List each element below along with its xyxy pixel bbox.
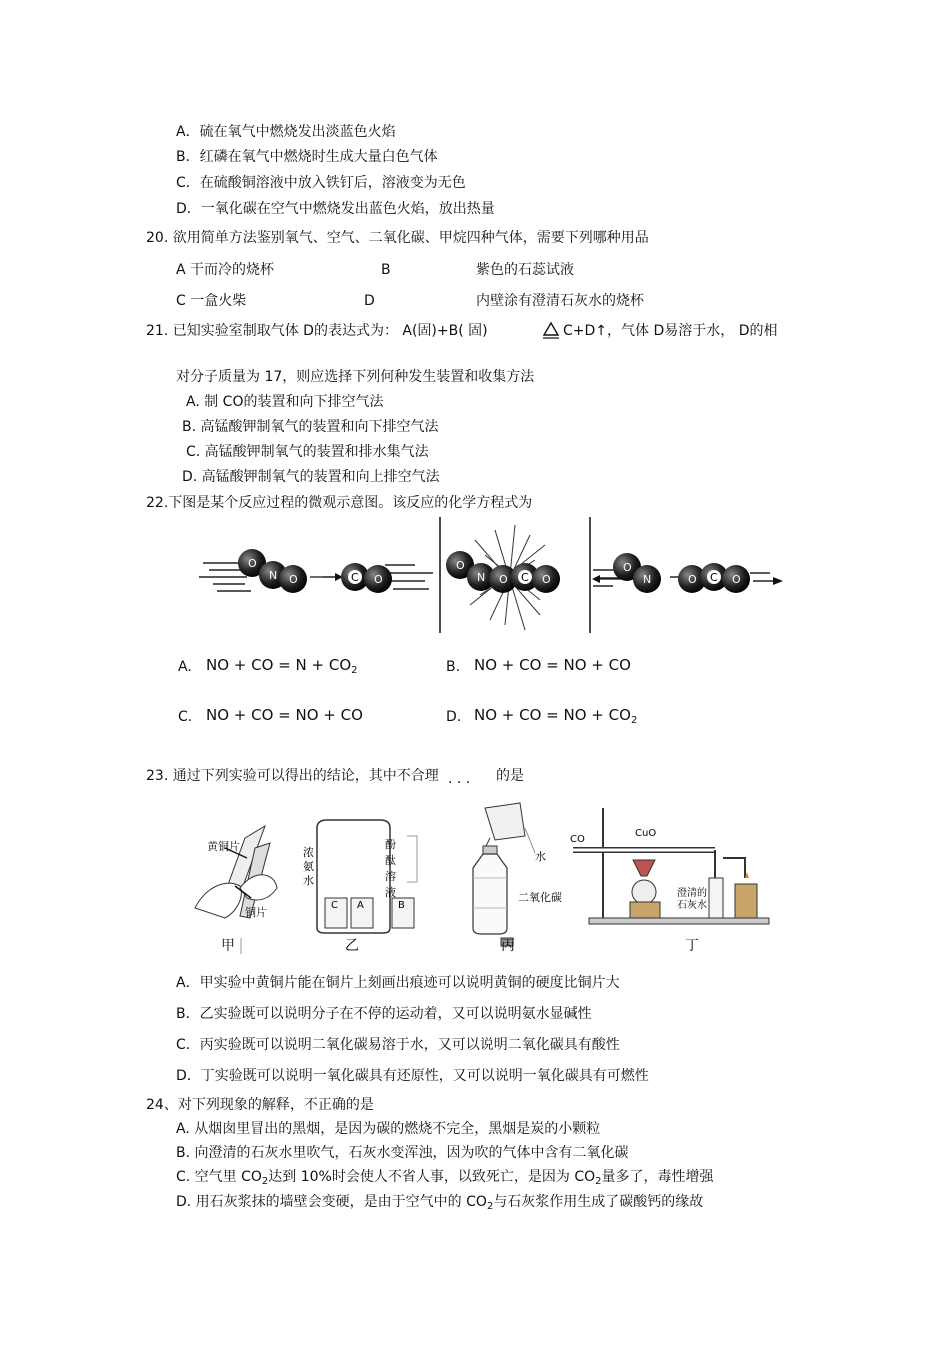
q21-option-d: D. 高锰酸钾制氧气的装置和向上排空气法 bbox=[182, 469, 440, 485]
q22-option-b-letter: B. bbox=[446, 659, 461, 675]
q23-stem-pre: 23. 通过下列实验可以得出的结论，其中不合理 bbox=[146, 768, 439, 784]
label-conc-ammonia-3: 水 bbox=[303, 874, 314, 887]
label-jia: 甲 bbox=[221, 938, 235, 954]
q20-option-d-letter: D bbox=[364, 293, 375, 309]
label-conc-ammonia-1: 浓 bbox=[303, 846, 314, 859]
label-limewater-1: 澄清的 bbox=[677, 888, 707, 899]
q20-option-b-letter: B bbox=[381, 262, 391, 278]
q20-option-d-text: 内壁涂有澄清石灰水的烧杯 bbox=[476, 293, 644, 309]
atom-label-n: N bbox=[477, 571, 486, 584]
q24-option-c: C. 空气里 $CO_2$达到 10%时会使人不省人事，以致死亡，是因为 $CO_2$量多了，毒性增强 bbox=[176, 1169, 714, 1187]
beaker-b-label: B bbox=[398, 900, 405, 911]
figure-bing bbox=[473, 803, 562, 954]
atom-label-o: O bbox=[374, 573, 383, 586]
q21-stem-part1: 21. 已知实验室制取气体 D的表达式为： A(固)+B( 固) bbox=[146, 323, 488, 339]
figure-ding bbox=[570, 808, 769, 954]
label-ding: 丁 bbox=[685, 938, 699, 954]
q22-option-b: NO + CO = NO + CO bbox=[474, 656, 631, 674]
q24-stem: 24、对下列现象的解释，不正确的是 bbox=[146, 1097, 374, 1113]
q21-stem-part2: C+D↑，气体 D易溶于水， D的相 bbox=[563, 323, 778, 339]
q22-option-a-letter: A. bbox=[178, 659, 192, 675]
label-bing: 丙 bbox=[501, 938, 515, 954]
label-yi: 乙 bbox=[345, 938, 359, 954]
label-phenol-2: 酞 bbox=[385, 854, 396, 867]
label-water: 水 bbox=[535, 850, 546, 863]
q21-stem-part3: 对分子质量为 17，则应选择下列何种发生装置和收集方法 bbox=[176, 369, 535, 385]
q19-option-c: C．在硫酸铜溶液中放入铁钉后，溶液变为无色 bbox=[176, 175, 466, 191]
beaker-c-label: C bbox=[331, 900, 338, 911]
q24-option-b: B. 向澄清的石灰水里吹气，石灰水变浑浊，因为吹的气体中含有二氧化碳 bbox=[176, 1145, 629, 1161]
q20-stem: 20. 欲用简单方法鉴别氧气、空气、二氧化碳、甲烷四种气体，需要下列哪种用品 bbox=[146, 230, 649, 246]
q22-option-c: NO + CO = NO + CO bbox=[206, 706, 363, 724]
atom-label-o: O bbox=[623, 561, 632, 574]
atom-label-c: C bbox=[710, 571, 718, 584]
heat-triangle-icon bbox=[540, 320, 562, 340]
q23-option-a: A．甲实验中黄铜片能在铜片上刻画出痕迹可以说明黄铜的硬度比铜片大 bbox=[176, 975, 620, 991]
emphasis-dots: · · · bbox=[448, 775, 471, 791]
atom-label-o: O bbox=[688, 573, 697, 586]
q22-stem: 22.下图是某个反应过程的微观示意图。该反应的化学方程式为 bbox=[146, 495, 533, 511]
q23-option-c: C．丙实验既可以说明二氧化碳易溶于水，又可以说明二氧化碳具有酸性 bbox=[176, 1037, 620, 1053]
atom-label-o: O bbox=[499, 573, 508, 586]
q19-option-d: D．一氧化碳在空气中燃烧发出蓝色火焰，放出热量 bbox=[176, 201, 495, 217]
q24-option-a: A. 从烟囱里冒出的黑烟，是因为碳的燃烧不完全，黑烟是炭的小颗粒 bbox=[176, 1121, 601, 1137]
label-phenol-3: 溶 bbox=[385, 870, 396, 883]
q21-option-a: A. 制 CO的装置和向下排空气法 bbox=[186, 394, 384, 410]
atom-label-n: N bbox=[269, 569, 278, 582]
q24-option-d: D. 用石灰浆抹的墙壁会变硬，是由于空气中的 $CO_2$与石灰浆作用生成了碳酸钙的缘故 bbox=[176, 1194, 704, 1212]
label-brass: 黄铜片 bbox=[207, 840, 240, 853]
label-co2: 二氧化碳 bbox=[518, 891, 562, 904]
label-phenol-4: 液 bbox=[385, 886, 396, 899]
reaction-micro-diagram bbox=[195, 515, 785, 637]
label-cuo: CuO bbox=[635, 828, 657, 839]
q20-option-a: A 干而冷的烧杯 bbox=[176, 262, 275, 278]
label-limewater-2: 石灰水 bbox=[677, 900, 707, 911]
atom-label-c: C bbox=[351, 571, 359, 584]
atom-label-o: O bbox=[542, 573, 551, 586]
figure-yi bbox=[303, 820, 417, 954]
label-copper: 铜片 bbox=[245, 906, 267, 919]
label-co: CO bbox=[570, 834, 585, 845]
q22-option-c-letter: C. bbox=[178, 709, 193, 725]
q23-option-d: D．丁实验既可以说明一氧化碳具有还原性，又可以说明一氧化碳具有可燃性 bbox=[176, 1068, 649, 1084]
q19-option-a: A．硫在氧气中燃烧发出淡蓝色火焰 bbox=[176, 124, 396, 140]
q20-option-b-text: 紫色的石蕊试液 bbox=[476, 262, 574, 278]
q22-option-d-letter: D. bbox=[446, 709, 462, 725]
q21-option-c: C. 高锰酸钾制氧气的装置和排水集气法 bbox=[186, 444, 429, 460]
atom-label-o: O bbox=[732, 573, 741, 586]
atom-label-n: N bbox=[643, 573, 652, 586]
figure-jia bbox=[195, 826, 277, 954]
q23-stem-post: 的是 bbox=[496, 768, 524, 784]
q19-option-b: B．红磷在氧气中燃烧时生成大量白色气体 bbox=[176, 149, 438, 165]
beaker-a-label: A bbox=[357, 900, 364, 911]
atom-label-o: O bbox=[456, 559, 465, 572]
q23-option-b: B．乙实验既可以说明分子在不停的运动着，又可以说明氨水显碱性 bbox=[176, 1006, 592, 1022]
experiment-figures bbox=[185, 798, 775, 958]
q22-option-d: NO + CO = NO + $CO_2$ bbox=[474, 706, 638, 726]
q21-option-b: B. 高锰酸钾制氧气的装置和向下排空气法 bbox=[182, 419, 439, 435]
atom-label-o: O bbox=[289, 573, 298, 586]
atom-label-c: C bbox=[521, 571, 529, 584]
q22-option-a: NO + CO = $N + CO_2$ bbox=[206, 656, 358, 676]
label-phenol-1: 酚 bbox=[385, 838, 396, 851]
q20-option-c: C 一盒火柴 bbox=[176, 293, 247, 309]
atom-label-o: O bbox=[248, 557, 257, 570]
label-conc-ammonia-2: 氨 bbox=[303, 860, 314, 873]
